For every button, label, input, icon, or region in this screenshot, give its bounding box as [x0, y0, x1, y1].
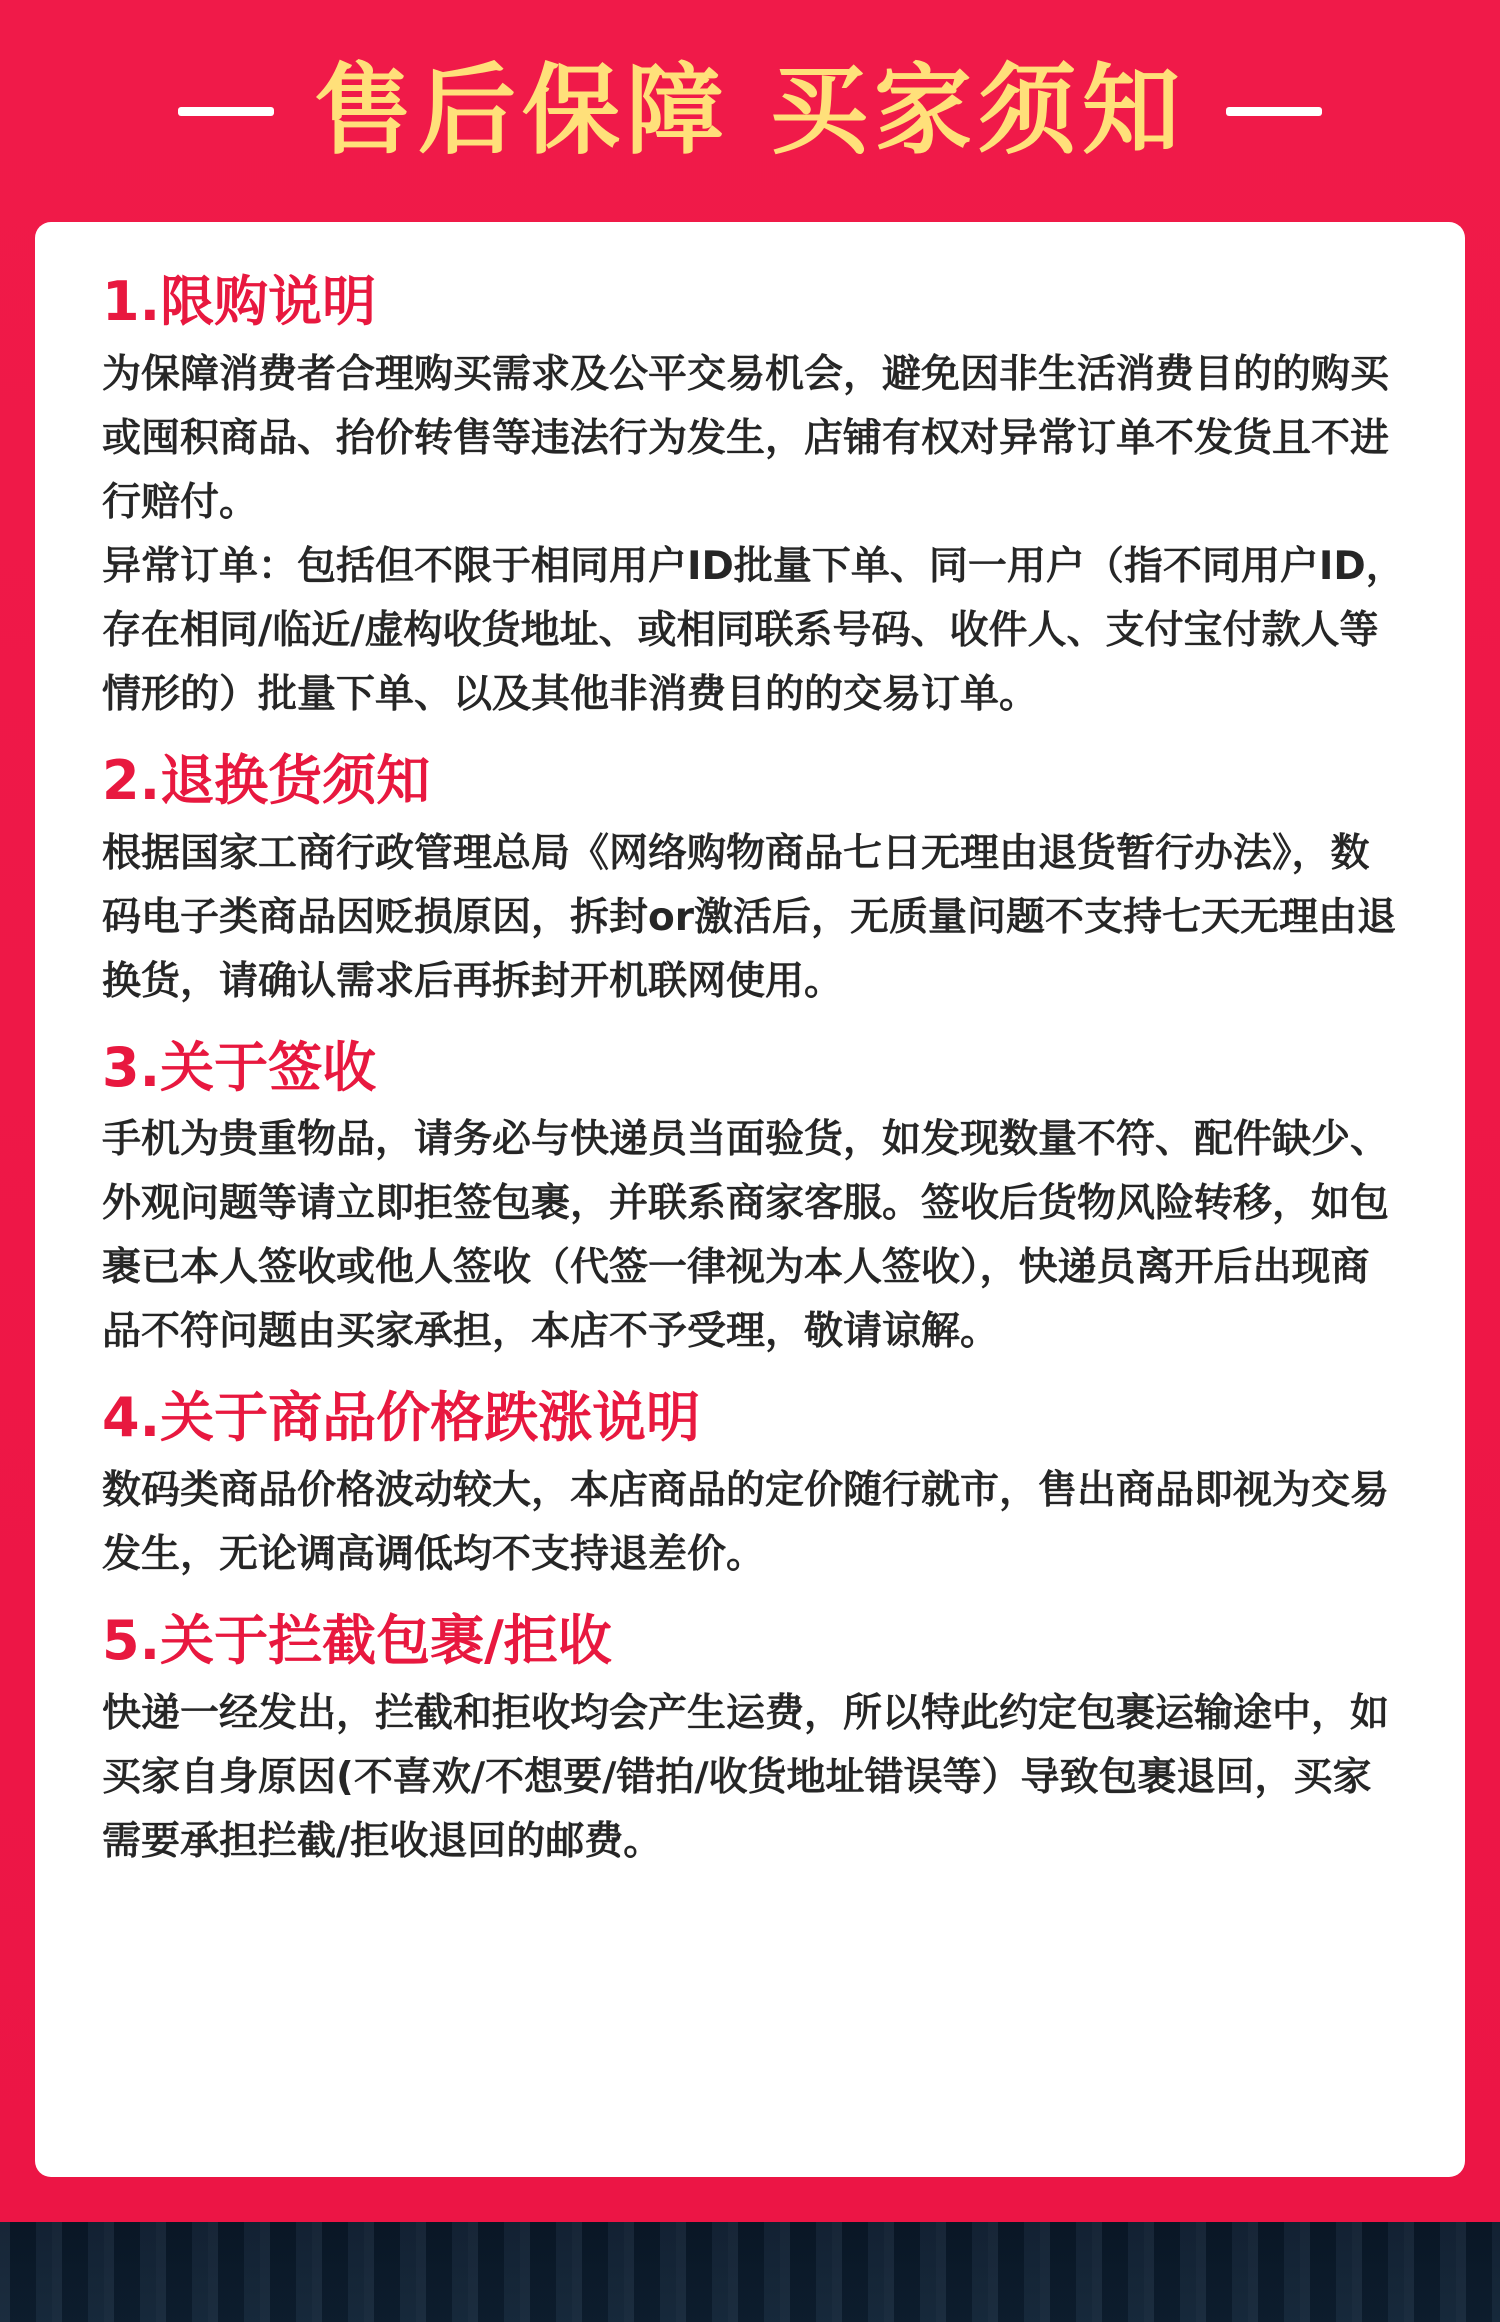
section-paragraph: 数码类商品价格波动较大，本店商品的定价随行就市，售出商品即视为交易发生，无论调高调低均不支持退差价。: [102, 1468, 1390, 1578]
bottom-dark-band: [0, 2222, 1500, 2322]
section-title: 5.关于拦截包裹/拒收: [102, 1609, 612, 1673]
section-title: 2.退换货须知: [102, 748, 431, 812]
section-paragraph: 为保障消费者合理购买需求及公平交易机会，避免因非生活消费目的的购买或囤积商品、抬价转售等违法行为发生，店铺有权对异常订单不发货且不进行赔付。: [102, 351, 1390, 525]
section-title: 3.关于签收: [102, 1035, 377, 1099]
section-paragraph: 快递一经发出，拦截和拒收均会产生运费，所以特此约定包裹运输途中，如买家自身原因(不喜欢/不想要/错拍/收货地址错误等）导致包裹退回，买家需要承担拦截/拒收退回的邮费。: [102, 1690, 1390, 1864]
section-price-fluctuation: [102, 1386, 1405, 1587]
section-return-exchange: [102, 749, 1405, 1014]
section-purchase-limit: [102, 270, 1405, 727]
section-title: 1.限购说明: [102, 270, 377, 333]
section-intercept-reject: [102, 1609, 1405, 1874]
title-dash-left: [178, 107, 274, 116]
title-dash-right: [1226, 107, 1322, 116]
header-banner: [0, 0, 1500, 222]
section-sign-receipt: [102, 1036, 1405, 1365]
notice-card: [35, 222, 1465, 2177]
section-paragraph: 异常订单：包括但不限于相同用户ID批量下单、同一用户（指不同用户ID，存在相同/临近/虚构收货地址、或相同联系号码、收件人、支付宝付款人等情形的）批量下单、以及其他非消费目的的交易订单。: [102, 543, 1405, 717]
section-paragraph: 手机为贵重物品，请务必与快递员当面验货，如发现数量不符、配件缺少、外观问题等请立即拒签包裹，并联系商家客服。签收后货物风险转移，如包裹已本人签收或他人签收（代签一律视为本人签收），快递员离开后出现商品不符问题由买家承担，本店不予受理，敬请谅解。: [102, 1117, 1390, 1355]
section-title: 4.关于商品价格跌涨说明: [102, 1386, 701, 1450]
section-paragraph: 根据国家工商行政管理总局《网络购物商品七日无理由退货暂行办法》，数码电子类商品因贬损原因，拆封or激活后，无质量问题不支持七天无理由退换货，请确认需求后再拆封开机联网使用。: [102, 830, 1397, 1004]
page-title: 售后保障 买家须知: [313, 54, 1187, 168]
